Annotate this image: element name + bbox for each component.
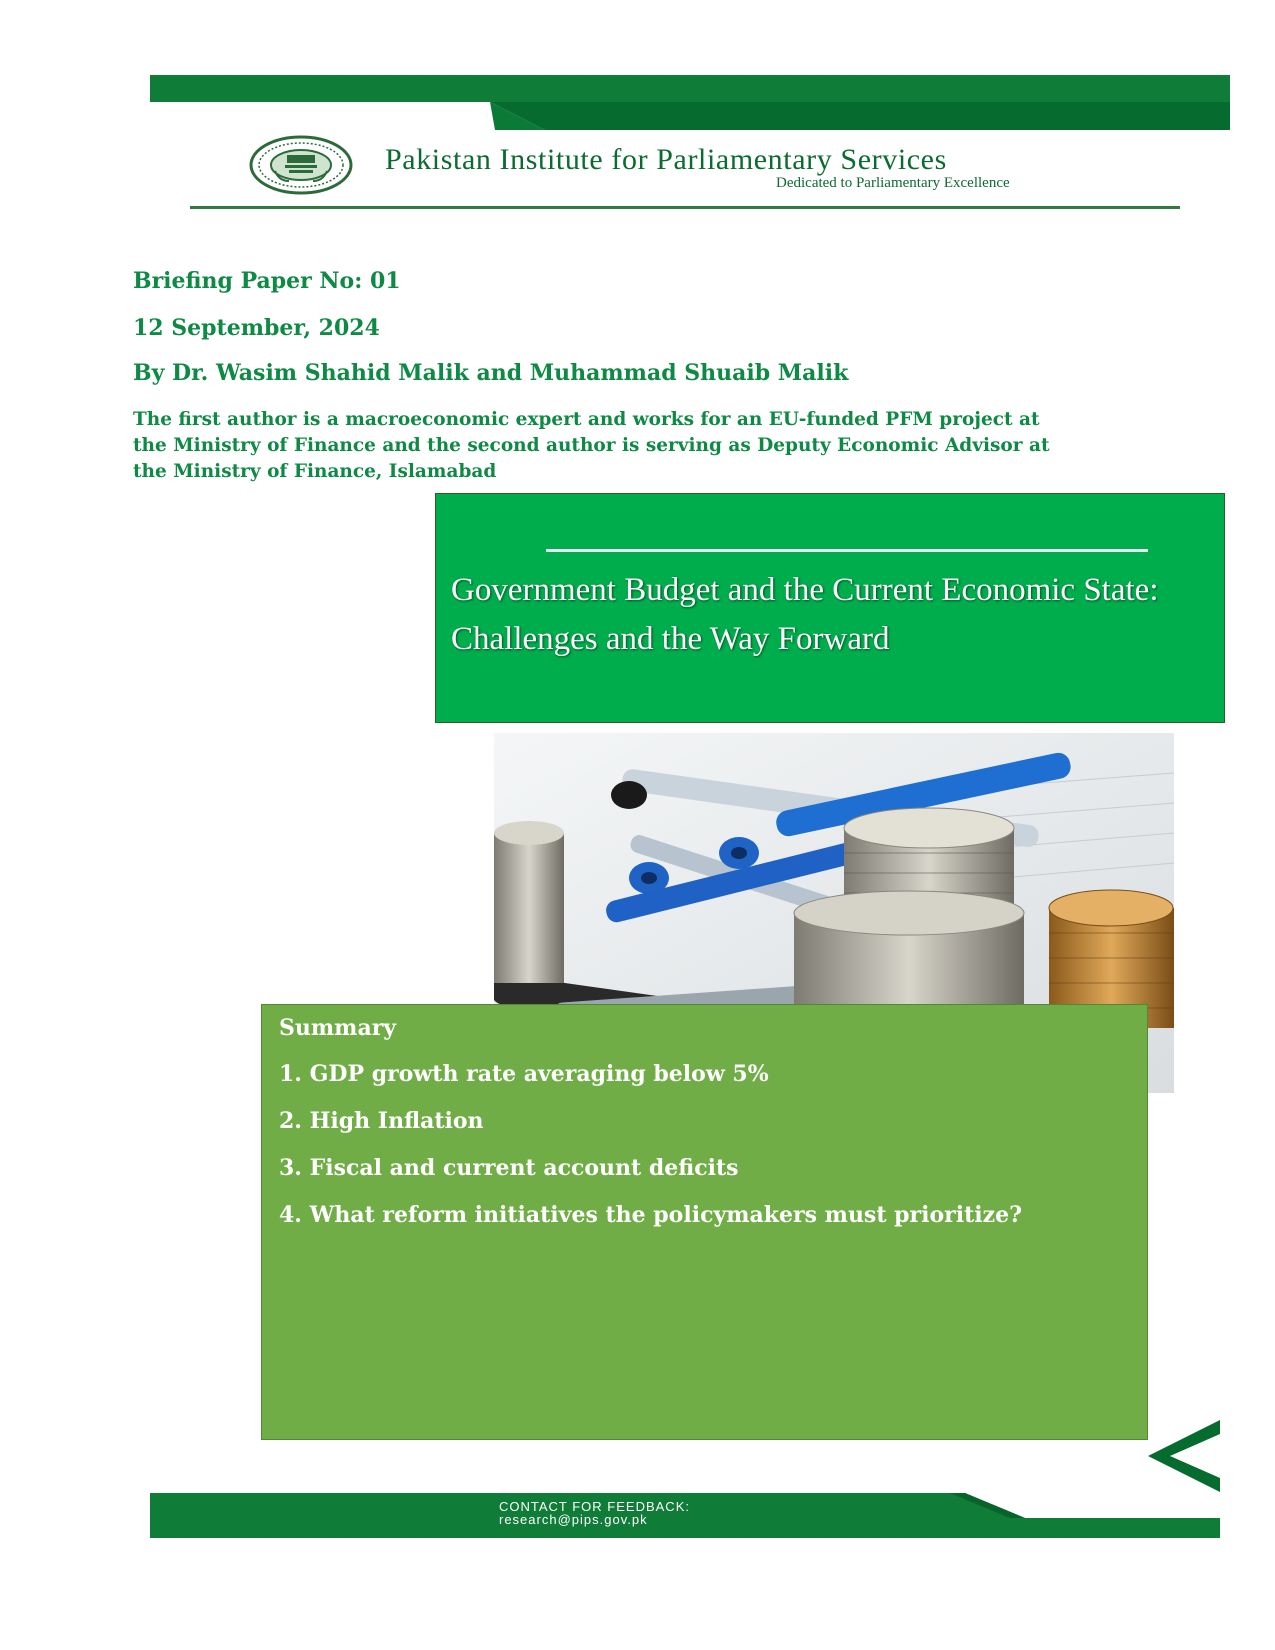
- header-divider: [190, 206, 1180, 209]
- summary-item: 2. High Inflation: [279, 1108, 484, 1134]
- contact-label: CONTACT FOR FEEDBACK:: [499, 1499, 690, 1514]
- title-box: [435, 493, 1225, 723]
- pips-seal-icon: [249, 135, 353, 195]
- briefing-paper-number: Briefing Paper No: 01: [133, 268, 401, 294]
- author-bio: The first author is a macroeconomic expert and works for an EU-funded PFM project at the Ministry of Finance and the second author is serving as Deputy Economic Advisor at the Ministry of Finance, Islamabad: [133, 409, 1050, 482]
- publication-date: 12 September, 2024: [133, 315, 380, 341]
- org-tagline: Dedicated to Parliamentary Excellence: [776, 175, 1010, 191]
- summary-item: 1. GDP growth rate averaging below 5%: [279, 1061, 769, 1087]
- authors-line: By Dr. Wasim Shahid Malik and Muhammad Shuaib Malik: [133, 360, 849, 386]
- org-name: Pakistan Institute for Parliamentary Services: [385, 143, 947, 176]
- summary-box: [261, 1004, 1148, 1440]
- chevron-left-icon: [1148, 1420, 1220, 1492]
- summary-item: 3. Fiscal and current account deficits: [279, 1155, 739, 1181]
- summary-heading: Summary: [279, 1015, 397, 1041]
- contact-email[interactable]: research@pips.gov.pk: [499, 1512, 648, 1527]
- header-band: [150, 75, 1230, 130]
- paper-title: Government Budget and the Current Economic State: Challenges and the Way Forward: [451, 572, 1159, 657]
- title-rule: [546, 549, 1148, 552]
- summary-item: 4. What reform initiatives the policymakers must prioritize?: [279, 1202, 1022, 1228]
